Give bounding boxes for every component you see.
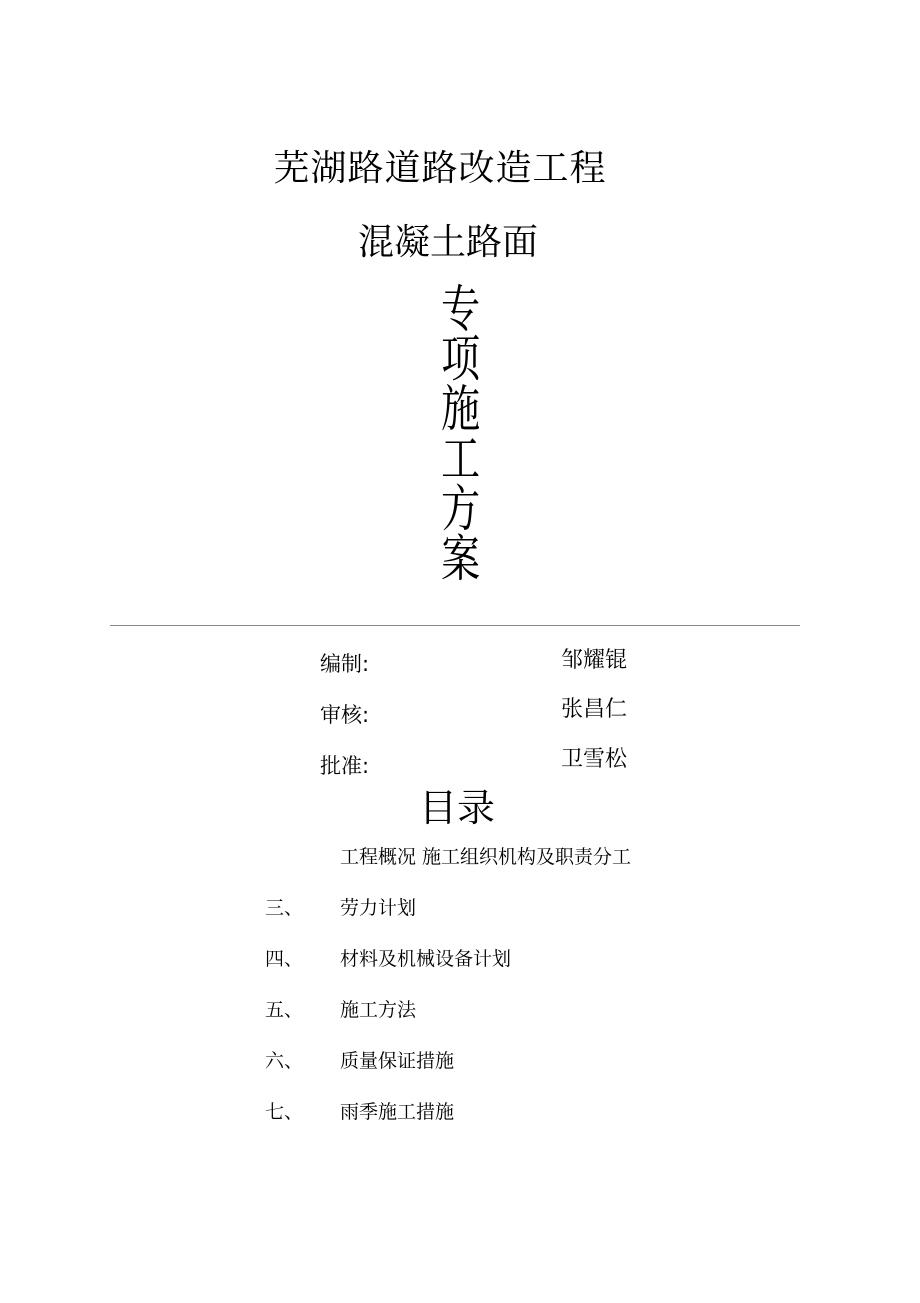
reviewer-label: 审核: <box>320 703 370 727</box>
compiler-label: 编制: <box>320 652 370 676</box>
toc-item-text: 材料及机械设备计划 <box>340 948 512 970</box>
toc-item-number: 五、 <box>265 999 304 1021</box>
vertical-plan-title: 专项施工方案 <box>434 282 481 582</box>
toc-title: 目录 <box>419 786 496 830</box>
toc-item-number: 四、 <box>265 948 304 970</box>
reviewer-name: 张昌仁 <box>561 697 628 722</box>
toc-item-text: 质量保证措施 <box>340 1050 455 1072</box>
toc-item-text: 劳力计划 <box>340 897 417 919</box>
compiler-name: 邹耀锟 <box>561 648 628 673</box>
toc-first-line: 工程概况 施工组织机构及职责分工 <box>340 846 632 868</box>
approver-name: 卫雪松 <box>561 747 628 772</box>
toc-item-number: 三、 <box>265 897 304 919</box>
divider-line <box>110 625 800 626</box>
toc-item-text: 施工方法 <box>340 999 417 1021</box>
project-title: 芜湖路道路改造工程 <box>273 148 607 189</box>
toc-item-number: 七、 <box>265 1101 304 1123</box>
approver-label: 批准: <box>320 754 370 778</box>
toc-item-text: 雨季施工措施 <box>340 1101 455 1123</box>
project-subtitle: 混凝土路面 <box>357 222 538 263</box>
toc-item-number: 六、 <box>265 1050 304 1072</box>
